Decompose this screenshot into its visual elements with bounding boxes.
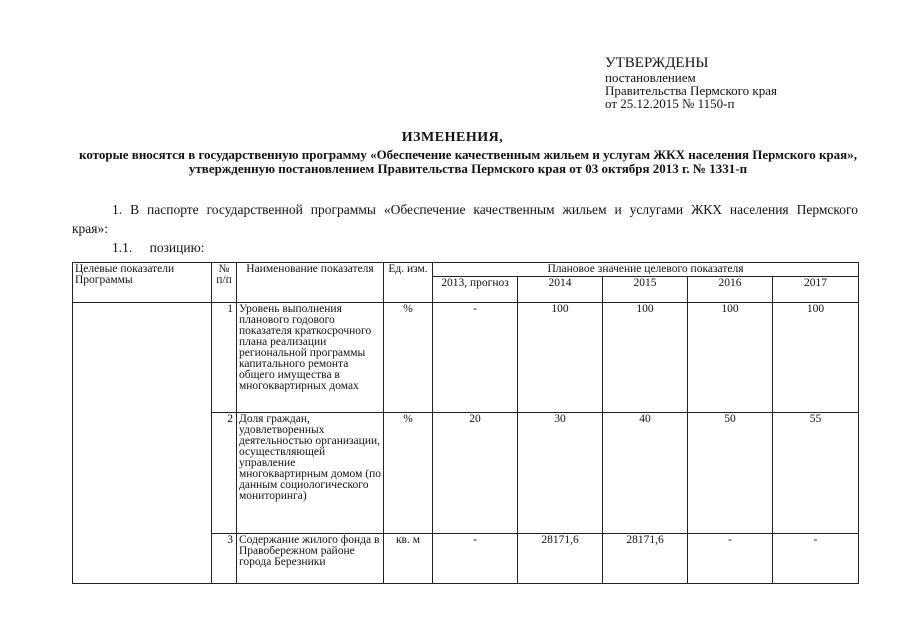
cell-unit: кв. м bbox=[384, 534, 433, 584]
cell-value-2013: 20 bbox=[433, 413, 518, 534]
header-year-2013: 2013, прогноз bbox=[433, 277, 518, 303]
cell-value-2017: 100 bbox=[773, 303, 859, 413]
table-row bbox=[73, 303, 859, 413]
header-planned-value: Плановое значение целевого показателя bbox=[433, 263, 859, 277]
cell-number: 3 bbox=[212, 534, 237, 584]
approval-line: Правительства Пермского края bbox=[605, 83, 777, 98]
cell-value-2013: - bbox=[433, 534, 518, 584]
document-subtitle: которые вносятся в государственную программу «Обеспечение качественным жильем и услугам ЖКХ населения Пермского края», утвержденную постановлением Правительства Пермского края от 03 октября 2013 г. № 1331-п bbox=[79, 147, 857, 176]
subitem-number: 1.1. bbox=[112, 240, 133, 255]
indicators-table bbox=[72, 262, 859, 584]
subitem-text: позицию: bbox=[149, 240, 205, 255]
cell-value-2017: - bbox=[773, 534, 859, 584]
header-year-2017: 2017 bbox=[773, 277, 859, 303]
cell-value-2017: 55 bbox=[773, 413, 859, 534]
cell-value-2016: 50 bbox=[688, 413, 773, 534]
cell-value-2015: 40 bbox=[603, 413, 688, 534]
document-title: ИЗМЕНЕНИЯ, bbox=[401, 130, 504, 145]
cell-value-2015: 28171,6 bbox=[603, 534, 688, 584]
cell-empty bbox=[73, 303, 212, 584]
approval-heading: УТВЕРЖДЕНЫ bbox=[605, 55, 709, 71]
cell-number: 2 bbox=[212, 413, 237, 534]
cell-unit: % bbox=[384, 303, 433, 413]
cell-value-2016: - bbox=[688, 534, 773, 584]
header-indicator-name: Наименование показателя bbox=[237, 263, 384, 303]
cell-indicator-name: Уровень выполнения планового годового показателя краткосрочного плана реализации региональной программы капитального ремонта общего имущества в многоквартирных домах bbox=[237, 303, 384, 413]
cell-number: 1 bbox=[212, 303, 237, 413]
cell-value-2014: 30 bbox=[518, 413, 603, 534]
cell-value-2014: 28171,6 bbox=[518, 534, 603, 584]
cell-unit: % bbox=[384, 413, 433, 534]
cell-value-2013: - bbox=[433, 303, 518, 413]
approval-stamp bbox=[605, 55, 777, 110]
paragraph-1: 1. В паспорте государственной программы «Обеспечение качественным жильем и услугами ЖКХ населения Пермского края»: bbox=[72, 202, 858, 236]
header-unit: Ед. изм. bbox=[384, 263, 433, 303]
cell-indicator-name: Доля граждан, удовлетворенных деятельностью организации, осуществляющей управление многоквартирным домом (по данным социологического мониторинга) bbox=[237, 413, 384, 534]
approval-line: от 25.12.2015 № 1150-п bbox=[605, 96, 735, 111]
cell-value-2014: 100 bbox=[518, 303, 603, 413]
header-year-2016: 2016 bbox=[688, 277, 773, 303]
header-number: № п/п bbox=[212, 263, 237, 303]
approval-line: постановлением bbox=[605, 70, 696, 85]
cell-indicator-name: Содержание жилого фонда в Правобережном районе города Березники bbox=[237, 534, 384, 584]
header-year-2015: 2015 bbox=[603, 277, 688, 303]
header-target-indicators: Целевые показатели Программы bbox=[73, 263, 212, 303]
header-year-2014: 2014 bbox=[518, 277, 603, 303]
cell-value-2016: 100 bbox=[688, 303, 773, 413]
subitem bbox=[112, 240, 204, 256]
cell-value-2015: 100 bbox=[603, 303, 688, 413]
